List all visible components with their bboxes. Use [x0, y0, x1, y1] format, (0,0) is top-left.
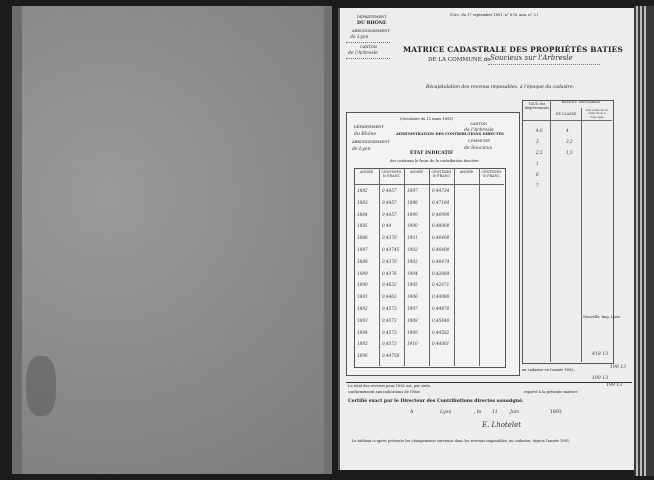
- rates-col-divider: [479, 168, 480, 366]
- summary-value: 3: [536, 139, 539, 144]
- rates-cell: 0,4376: [382, 270, 397, 276]
- date-year: 1893: [550, 410, 562, 415]
- rates-cell: 1905: [407, 282, 418, 288]
- rates-cell: 1903: [407, 258, 418, 264]
- inner-admin: ADMINISTRATION DES CONTRIBUTIONS DIRECTES: [396, 132, 504, 136]
- page-sheet-edge: [644, 6, 646, 476]
- dept-value: DU RHONE: [357, 21, 387, 26]
- canton-underline: [346, 58, 390, 59]
- cover-edge: [12, 6, 22, 474]
- rates-cell: 0,44756: [382, 353, 400, 359]
- rates-cell: 0,42084: [432, 270, 450, 276]
- rates-column-header: CENTIMES le FRANC: [381, 170, 402, 178]
- rates-table: [354, 168, 506, 368]
- rates-cell: 0,4573: [382, 317, 397, 323]
- summary-value: 6: [536, 172, 539, 177]
- rates-cell: 1884: [357, 211, 368, 217]
- circular-ref: (Circ. du 17 septembre 1891, n° 676, ann. n° 2.): [450, 13, 539, 17]
- summary-value: 2,5: [536, 150, 543, 155]
- inner-dept-label: DÉPARTEMENT: [354, 125, 384, 129]
- rates-cell: 1886: [357, 235, 368, 241]
- arr-value: de Lyon: [350, 35, 369, 40]
- rates-cell: 0,44: [382, 223, 392, 229]
- rates-cell: 1891: [357, 294, 368, 300]
- inner-commune-value: de Soucieux: [464, 146, 493, 151]
- conform-line: conformément aux indications de l'État: [348, 390, 420, 394]
- page-subtitle: Récapitulation des revenus imposables, à l'époque du cadastre.: [426, 85, 575, 90]
- summary-value: 1: [536, 161, 539, 166]
- rates-cell: 1902: [407, 247, 418, 252]
- rates-column-header: CENTIMES le FRANC: [431, 170, 452, 178]
- inner-commune-label: COMMUNE: [468, 139, 490, 143]
- total-value: 199 13: [606, 383, 623, 388]
- rates-cell: 1897: [407, 188, 418, 193]
- inner-circular: (Circulaire du 11 mars 1892): [400, 117, 454, 121]
- director-signature: E. Lhotelet: [482, 421, 522, 429]
- summary-col1-header: TAUX des dégrèvements: [524, 102, 550, 110]
- rates-cell: 1887: [357, 247, 368, 252]
- rates-cell: 1893: [357, 317, 368, 323]
- rates-cell: 1906: [407, 294, 418, 300]
- rates-cell: 1889: [357, 270, 368, 276]
- rates-cell: 0,47184: [432, 199, 450, 205]
- inner-arr-label: ARRONDISSEMENT: [352, 140, 390, 144]
- certified-line: Certifié exact par le Directeur des Contributions directes soussigné.: [348, 399, 524, 404]
- rates-cell: 0,44001: [432, 341, 450, 347]
- reported-line: reporté à la présente matrice: [524, 390, 578, 394]
- summary-col2-header: REVENU IMPOSABLE: [561, 100, 601, 104]
- summary-value: 1,5: [566, 150, 573, 155]
- dept-label: DÉPARTEMENT: [357, 15, 387, 19]
- summary-col-divider: [550, 100, 551, 362]
- rates-cell: 0,4457: [382, 211, 397, 217]
- date-day: 11: [492, 410, 498, 415]
- commune-underline: [488, 64, 600, 65]
- date-month: Juin: [510, 410, 520, 415]
- stain-mark: [26, 356, 56, 416]
- place-value: Lyon: [440, 410, 452, 415]
- commune-value: Soucieux sur l'Arbresle: [490, 54, 573, 62]
- rates-cell: 1910: [407, 341, 418, 347]
- page-title: MATRICE CADASTRALE DES PROPRIÉTÉS BATIES: [403, 45, 623, 54]
- rates-cell: 1900: [407, 223, 418, 229]
- inner-canton-value: de l'Arbresle: [464, 128, 494, 133]
- summary-col2a-header: DE CLASSE: [555, 112, 577, 116]
- rates-cell: 0,42671: [432, 282, 450, 288]
- left-cover-page: [12, 6, 332, 474]
- total-line: Le total des revenus pour 1892 est, par suite,: [348, 384, 432, 388]
- rates-cell: 1885: [357, 223, 368, 229]
- rates-cell: 1898: [407, 199, 418, 205]
- rates-cell: 1882: [357, 188, 368, 193]
- rates-cell: 0,44734: [432, 188, 450, 193]
- rates-cell: 0,43745: [382, 247, 400, 252]
- rates-cell: 0,45840: [432, 317, 450, 323]
- etat-title: ÉTAT INDICATIF: [410, 151, 454, 156]
- rates-cell: 0,4457: [382, 199, 397, 205]
- rates-cell: 1908: [407, 317, 418, 323]
- summary-value: 3,2: [566, 139, 573, 144]
- gutter-shadow: [324, 6, 332, 474]
- canton-value: de l'Arbresle: [348, 51, 378, 56]
- rates-cell: 0,4463: [382, 294, 397, 300]
- rates-col-divider: [379, 168, 380, 366]
- rates-cell: 0,4632: [382, 282, 397, 288]
- arr-underline: [346, 42, 390, 43]
- commune-label: DE LA COMMUNE de: [428, 57, 491, 63]
- summary-col2b-header: Par suite de la réduction à l'époque: [586, 108, 608, 119]
- cadastre-value: 199 13: [592, 376, 609, 381]
- summary-value: 4: [566, 128, 569, 133]
- rates-cell: 0,4376: [382, 258, 397, 264]
- rates-cell: 0,4573: [382, 329, 397, 335]
- rates-cell: 0,46998: [432, 211, 450, 217]
- page-sheet-edge: [640, 6, 642, 476]
- margin-sum-1: 418 13: [592, 352, 609, 357]
- rates-cell: 0,48000: [432, 223, 450, 229]
- place-prefix: A: [410, 410, 414, 415]
- inner-dept-value: du Rhône: [354, 132, 377, 137]
- rates-cell: 1899: [407, 211, 418, 217]
- rates-cell: 0,44880: [432, 294, 450, 300]
- rates-cell: 1888: [357, 258, 368, 264]
- rates-cell: 1896: [357, 353, 368, 359]
- inner-canton-label: CANTON: [470, 122, 487, 126]
- rates-cell: 1890: [357, 282, 368, 288]
- rates-column-header: ANNÉE: [359, 170, 374, 174]
- inner-arr-value: de Lyon: [352, 147, 371, 152]
- register-page: [338, 8, 636, 470]
- etat-subtitle: des centimes le franc de la contribution foncière: [390, 159, 479, 163]
- rates-header-rule: [354, 184, 504, 185]
- rates-col-divider: [454, 168, 455, 366]
- rates-col-divider: [429, 168, 430, 366]
- footer-rule: [346, 382, 632, 383]
- footer-note: Le tableau ci-après présente les changements survenus dans les revenus imposables, au cadastre, depuis l'année 1891.: [352, 439, 571, 443]
- summary-header-rule: [522, 120, 612, 121]
- canton-label: CANTON: [360, 45, 377, 49]
- rates-cell: 0,44582: [432, 329, 450, 335]
- rates-cell: 1901: [407, 235, 418, 241]
- rates-cell: 0,44870: [432, 306, 450, 311]
- rates-cell: 1895: [357, 341, 368, 347]
- arr-label: ARRONDISSEMENT: [352, 29, 390, 33]
- summary-value: 4,6: [536, 128, 543, 133]
- rates-cell: 1909: [407, 329, 418, 335]
- margin-sum-2: 199 13: [610, 365, 627, 370]
- date-prefix: , le: [474, 410, 482, 415]
- rates-cell: 0,4573: [382, 306, 397, 311]
- rates-col-divider: [404, 168, 405, 366]
- rates-cell: 0,46474: [432, 258, 450, 264]
- rates-cell: 0,4573: [382, 341, 397, 347]
- rates-cell: 0,46400: [432, 235, 450, 241]
- rates-cell: 1883: [357, 199, 368, 205]
- rates-cell: 0,46400: [432, 247, 450, 252]
- rates-cell: 1892: [357, 306, 368, 311]
- cadastre-line: au cadastre en l'année 1892,: [522, 368, 575, 372]
- rates-cell: 1907: [407, 306, 418, 311]
- rates-cell: 1894: [357, 329, 368, 335]
- printer-mark: Nouvelle, Imp. Lyon: [583, 315, 620, 319]
- summary-value: 7: [536, 183, 539, 188]
- page-stack-edge: [634, 6, 654, 476]
- rates-cell: 0,4457: [382, 188, 397, 193]
- page-sheet-edge: [636, 6, 638, 476]
- rates-cell: 1904: [407, 270, 418, 276]
- rates-column-header: ANNÉE: [409, 170, 424, 174]
- rates-cell: 0,4376: [382, 235, 397, 241]
- rates-column-header: ANNÉE: [459, 170, 474, 174]
- summary-col-divider-2: [581, 108, 582, 362]
- rates-column-header: CENTIMES le FRANC: [481, 170, 502, 178]
